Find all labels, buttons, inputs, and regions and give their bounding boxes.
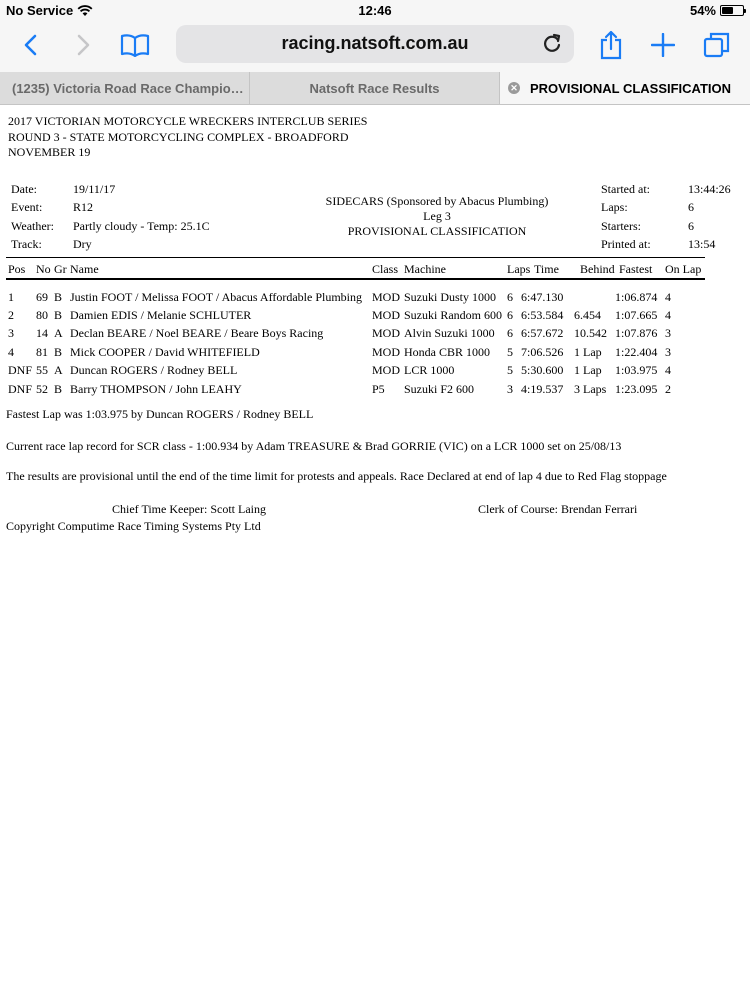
starters-label: Starters: xyxy=(601,219,641,233)
cell-on-lap: 2 xyxy=(665,382,671,396)
cell-fastest: 1:07.665 xyxy=(615,308,658,322)
cell-class: MOD xyxy=(372,290,401,304)
chevron-left-icon xyxy=(23,34,39,56)
chief-time-keeper: Chief Time Keeper: Scott Laing xyxy=(112,502,266,516)
cell-time: 7:06.526 xyxy=(521,345,564,359)
race-info xyxy=(0,182,750,252)
table-row xyxy=(0,345,750,363)
tabs-overview-button[interactable] xyxy=(700,28,734,62)
back-button[interactable] xyxy=(14,28,48,62)
col-no: No xyxy=(36,262,51,276)
table-row xyxy=(0,382,750,400)
book-icon xyxy=(120,33,150,57)
cell-behind: 10.542 xyxy=(574,326,607,340)
cell-on-lap: 3 xyxy=(665,345,671,359)
clock: 12:46 xyxy=(358,3,392,18)
cell-gr: A xyxy=(54,363,63,377)
cell-no: 14 xyxy=(36,326,48,340)
tab-natsoft-results[interactable]: Natsoft Race Results xyxy=(250,72,500,104)
col-behind: Behind xyxy=(580,262,615,276)
cell-fastest: 1:23.095 xyxy=(615,382,658,396)
copyright: Copyright Computime Race Timing Systems Pty Ltd xyxy=(6,519,261,533)
cell-pos: DNF xyxy=(8,382,33,396)
cell-class: P5 xyxy=(372,382,385,396)
cell-class: MOD xyxy=(372,308,401,322)
cell-machine: Suzuki Dusty 1000 xyxy=(404,290,497,304)
class-title: SIDECARS (Sponsored by Abacus Plumbing) xyxy=(325,194,549,208)
cell-machine: Honda CBR 1000 xyxy=(404,345,491,359)
clerk-of-course: Clerk of Course: Brendan Ferrari xyxy=(478,502,638,516)
lap-record-note: Current race lap record for SCR class - 1:00.934 by Adam TREASURE & Brad GORRIE (VIC) on a LCR 1000 set on 25/08/13 xyxy=(6,439,622,453)
cell-gr: B xyxy=(54,290,63,304)
cell-gr: B xyxy=(54,382,63,396)
cell-pos: 2 xyxy=(8,308,14,322)
date-value: 19/11/17 xyxy=(73,182,116,196)
cell-name: Declan BEARE / Noel BEARE / Beare Boys Racing xyxy=(70,326,324,340)
track-label: Track: xyxy=(11,237,42,251)
forward-button[interactable] xyxy=(66,28,100,62)
cell-time: 6:53.584 xyxy=(521,308,564,322)
battery-percent: 54% xyxy=(689,3,716,18)
table-row xyxy=(0,290,750,308)
classification-title: PROVISIONAL CLASSIFICATION xyxy=(347,224,527,238)
cell-no: 55 xyxy=(36,363,48,377)
cell-on-lap: 4 xyxy=(665,308,671,322)
cell-machine: Suzuki Random 600 xyxy=(404,308,502,322)
col-time: Time xyxy=(534,262,559,276)
event-date: NOVEMBER 19 xyxy=(8,145,91,159)
cell-fastest: 1:22.404 xyxy=(615,345,658,359)
cell-pos: 3 xyxy=(8,326,14,340)
cell-class: MOD xyxy=(372,326,401,340)
cell-machine: Suzuki F2 600 xyxy=(404,382,475,396)
cell-fastest: 1:07.876 xyxy=(615,326,658,340)
chevron-right-icon xyxy=(75,34,91,56)
cell-no: 81 xyxy=(36,345,48,359)
tab-provisional-classification[interactable] xyxy=(500,72,750,104)
cell-gr: B xyxy=(54,345,63,359)
cell-on-lap: 4 xyxy=(665,290,671,304)
cell-gr: B xyxy=(54,308,63,322)
cell-gr: A xyxy=(54,326,63,340)
col-on-lap: On Lap xyxy=(665,262,702,276)
table-row xyxy=(0,308,750,326)
cell-time: 4:19.537 xyxy=(521,382,564,396)
col-fastest: Fastest xyxy=(619,262,653,276)
cell-on-lap: 3 xyxy=(665,326,671,340)
track-value: Dry xyxy=(73,237,92,251)
weather-value: Partly cloudy - Temp: 25.1C xyxy=(73,219,210,233)
cell-laps: 3 xyxy=(507,382,513,396)
cell-machine: LCR 1000 xyxy=(404,363,455,377)
battery-icon xyxy=(720,5,744,16)
tab-label: PROVISIONAL CLASSIFICATION xyxy=(530,80,732,96)
cell-laps: 5 xyxy=(507,345,513,359)
weather-label: Weather: xyxy=(11,219,55,233)
cell-pos: 1 xyxy=(8,290,14,304)
share-icon xyxy=(599,30,623,60)
browser-toolbar xyxy=(0,20,750,72)
cell-laps: 6 xyxy=(507,326,513,340)
cell-time: 6:57.672 xyxy=(521,326,564,340)
col-machine: Machine xyxy=(404,262,446,276)
address-bar[interactable] xyxy=(176,25,574,63)
event-header xyxy=(8,114,367,161)
event-label: Event: xyxy=(11,200,43,214)
fastest-lap-note: Fastest Lap was 1:03.975 by Duncan ROGERS / Rodney BELL xyxy=(6,407,314,421)
bookmarks-button[interactable] xyxy=(118,28,152,62)
cell-behind: 1 Lap xyxy=(574,363,602,377)
cell-name: Damien EDIS / Melanie SCHLUTER xyxy=(70,308,252,322)
cell-fastest: 1:03.975 xyxy=(615,363,658,377)
col-gr: Gr xyxy=(54,262,67,276)
close-tab-icon[interactable]: ✕ xyxy=(508,82,520,94)
cell-no: 52 xyxy=(36,382,48,396)
printed-value: 13:54 xyxy=(688,237,716,251)
header-rule xyxy=(6,278,705,280)
share-button[interactable] xyxy=(594,28,628,62)
series-title: 2017 VICTORIAN MOTORCYCLE WRECKERS INTERCLUB SERIES xyxy=(8,114,368,128)
cell-laps: 5 xyxy=(507,363,513,377)
round-title: ROUND 3 - STATE MOTORCYCLING COMPLEX - BROADFORD xyxy=(8,129,349,144)
cell-behind: 1 Lap xyxy=(574,345,602,359)
tab-bar xyxy=(0,72,750,105)
carrier-label: No Service xyxy=(6,3,74,18)
event-value: R12 xyxy=(73,200,94,214)
cell-name: Justin FOOT / Melissa FOOT / Abacus Affordable Plumbing xyxy=(70,290,363,304)
col-pos: Pos xyxy=(8,262,26,276)
tab-race-champio[interactable]: (1235) Victoria Road Race Champio… xyxy=(0,72,250,104)
cell-laps: 6 xyxy=(507,290,513,304)
table-row xyxy=(0,363,750,381)
table-row xyxy=(0,326,750,344)
starters-value: 6 xyxy=(688,219,694,233)
date-label: Date: xyxy=(11,182,37,196)
cell-name: Barry THOMPSON / John LEAHY xyxy=(70,382,242,396)
new-tab-button[interactable] xyxy=(646,28,680,62)
col-class: Class xyxy=(372,262,399,276)
status-bar xyxy=(0,0,750,20)
started-label: Started at: xyxy=(601,182,650,196)
cell-time: 5:30.600 xyxy=(521,363,564,377)
tabs-icon xyxy=(703,31,731,59)
col-name: Name xyxy=(70,262,99,276)
printed-label: Printed at: xyxy=(601,237,651,251)
cell-pos: DNF xyxy=(8,363,33,377)
cell-no: 69 xyxy=(36,290,48,304)
laps-value: 6 xyxy=(688,200,694,214)
cell-time: 6:47.130 xyxy=(521,290,564,304)
reload-icon[interactable] xyxy=(540,31,564,55)
cell-laps: 6 xyxy=(507,308,513,322)
cell-behind: 3 Laps xyxy=(574,382,607,396)
leg-title: Leg 3 xyxy=(423,209,451,223)
col-laps: Laps xyxy=(507,262,531,276)
cell-fastest: 1:06.874 xyxy=(615,290,658,304)
cell-behind: 6.454 xyxy=(574,308,601,322)
divider xyxy=(6,257,705,258)
cell-machine: Alvin Suzuki 1000 xyxy=(404,326,495,340)
cell-name: Duncan ROGERS / Rodney BELL xyxy=(70,363,238,377)
cell-pos: 4 xyxy=(8,345,14,359)
cell-on-lap: 4 xyxy=(665,363,671,377)
plus-icon xyxy=(651,33,675,57)
cell-name: Mick COOPER / David WHITEFIELD xyxy=(70,345,260,359)
cell-class: MOD xyxy=(372,345,401,359)
cell-no: 80 xyxy=(36,308,48,322)
cell-class: MOD xyxy=(372,363,401,377)
url-text: racing.natsoft.com.au xyxy=(281,33,469,53)
provisional-note: The results are provisional until the end of the time limit for protests and appeals. Race Declared at end of lap 4 due to Red Flag stoppage xyxy=(6,469,667,483)
started-value: 13:44:26 xyxy=(688,182,731,196)
laps-label: Laps: xyxy=(601,200,628,214)
